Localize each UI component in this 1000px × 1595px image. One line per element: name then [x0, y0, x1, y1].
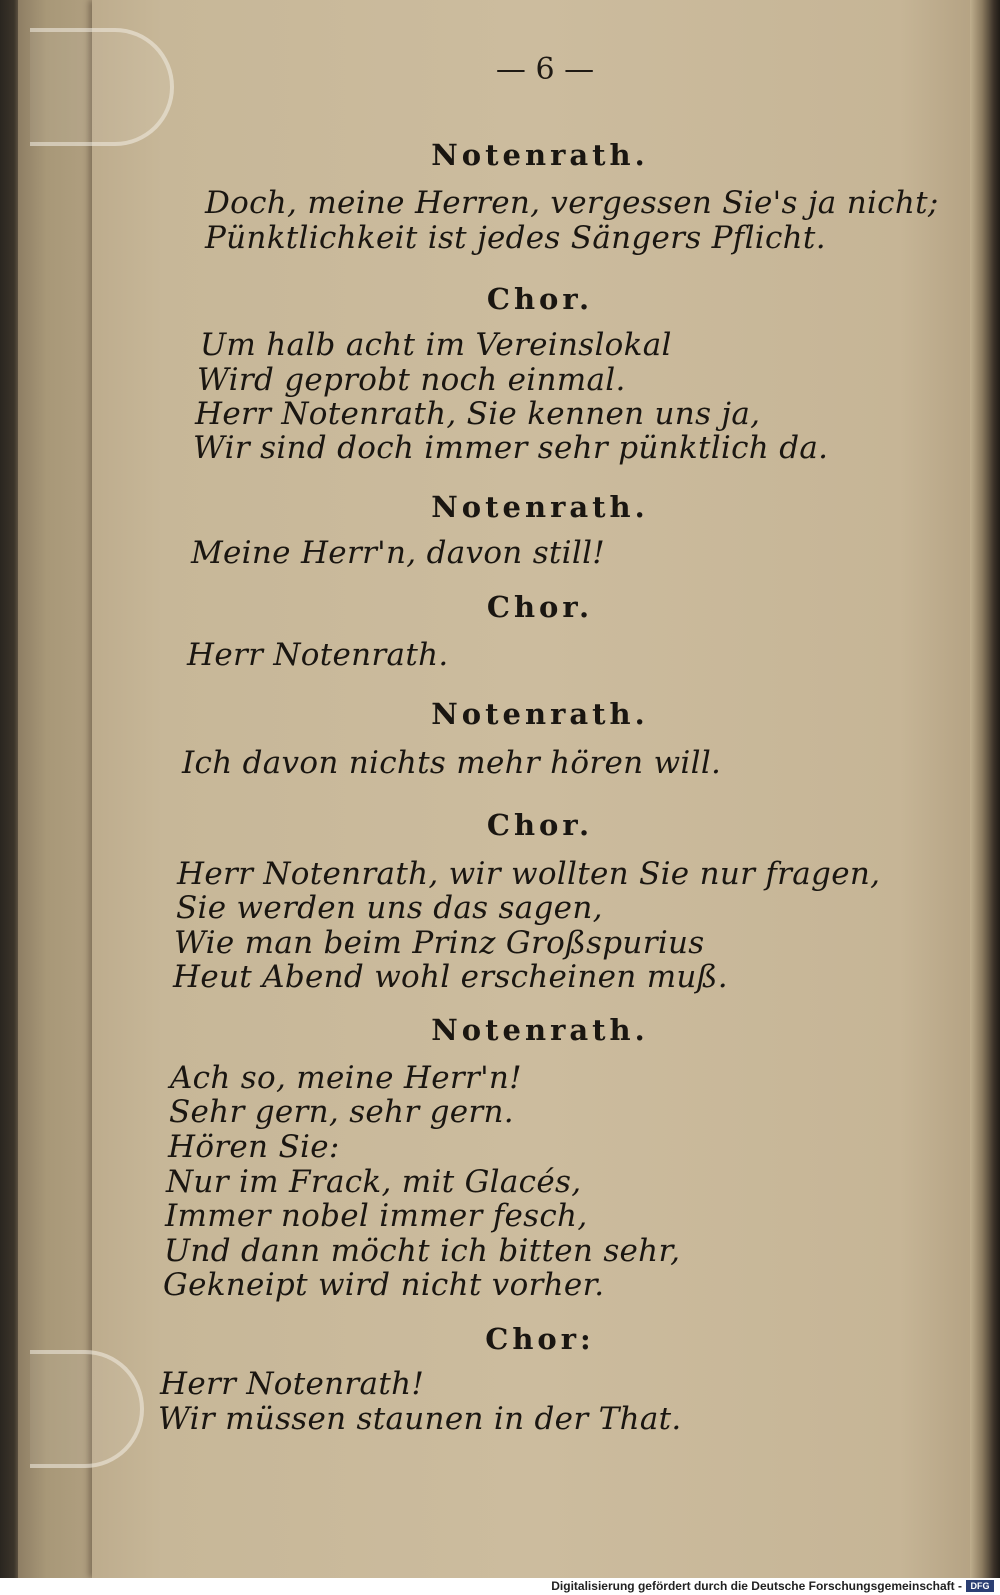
verse-line: Und dann möcht ich bitten sehr,	[164, 1233, 681, 1269]
page-number: — 6 —	[495, 52, 595, 87]
verse-line: Wir sind doch immer sehr pünktlich da.	[193, 430, 829, 466]
dfg-logo: DFG	[966, 1580, 994, 1592]
speaker-heading: Chor.	[486, 808, 594, 842]
verse-line: Gekneipt wird nicht vorher.	[163, 1267, 605, 1303]
verse-line: Pünktlichkeit ist jedes Sängers Pflicht.	[205, 220, 826, 256]
speaker-heading: Notenrath.	[431, 490, 649, 524]
speaker-heading: Notenrath.	[431, 1013, 649, 1047]
verse-line: Herr Notenrath, wir wollten Sie nur fragen,	[177, 856, 881, 892]
page-stack-edge	[18, 0, 90, 1578]
verse-line: Heut Abend wohl erscheinen muß.	[173, 959, 728, 995]
verse-line: Herr Notenrath, Sie kennen uns ja,	[195, 396, 761, 432]
verse-line: Wie man beim Prinz Großspurius	[174, 925, 705, 961]
verse-line: Um halb acht im Vereinslokal	[200, 327, 672, 363]
verse-line: Ich davon nichts mehr hören will.	[182, 745, 722, 781]
speaker-heading: Notenrath.	[431, 697, 649, 731]
verse-line: Immer nobel immer fesch,	[165, 1198, 588, 1234]
verse-line: Meine Herr'n, davon still!	[191, 535, 606, 571]
verse-line: Ach so, meine Herr'n!	[170, 1060, 522, 1096]
page-clip-bottom	[30, 1350, 144, 1468]
verse-line: Sehr gern, sehr gern.	[169, 1094, 514, 1130]
funding-credit-text: Digitalisierung gefördert durch die Deutsche Forschungsgemeinschaft -	[551, 1579, 962, 1593]
verse-line: Herr Notenrath.	[187, 637, 449, 673]
verse-line: Nur im Frack, mit Glacés,	[166, 1164, 582, 1200]
verse-line: Sie werden uns das sagen,	[176, 890, 603, 926]
speaker-heading: Chor.	[486, 590, 594, 624]
verse-line: Herr Notenrath!	[160, 1366, 425, 1402]
speaker-heading: Chor.	[486, 282, 594, 316]
verse-line: Wird geprobt noch einmal.	[197, 362, 626, 398]
verse-line: Wir müssen staunen in der That.	[158, 1401, 682, 1437]
speaker-heading: Chor:	[485, 1322, 595, 1356]
verse-line: Doch, meine Herren, vergessen Sie's ja nicht;	[205, 185, 939, 221]
digitization-footer	[0, 1578, 1000, 1595]
verse-line: Hören Sie:	[168, 1129, 340, 1165]
speaker-heading: Notenrath.	[431, 138, 649, 172]
page-clip-top	[30, 28, 174, 146]
